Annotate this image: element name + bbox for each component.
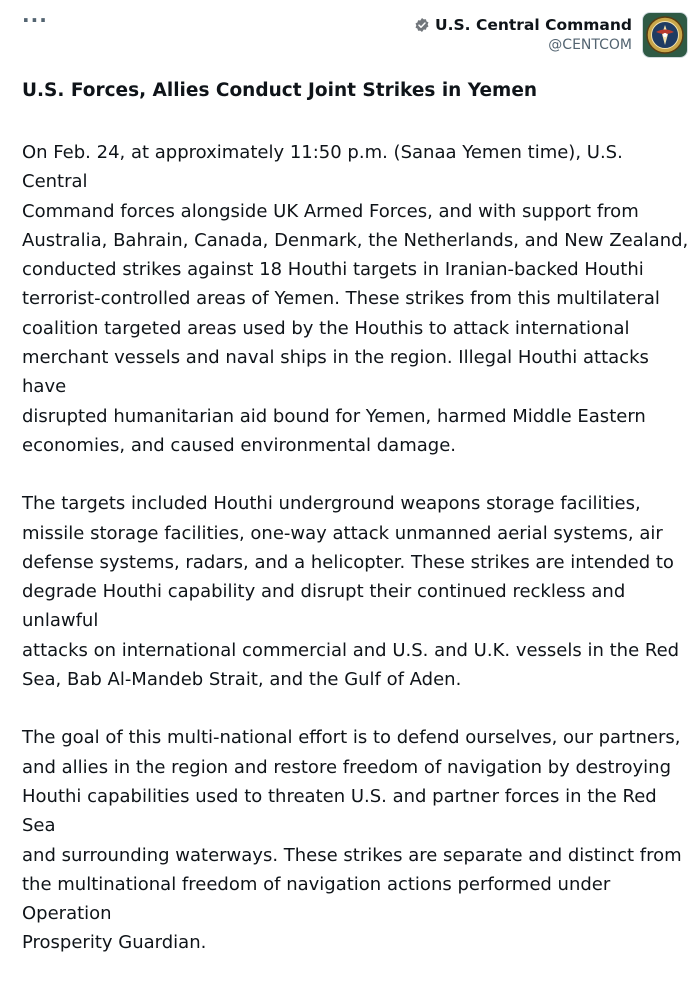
- post-paragraph: The goal of this multi-national effort is to defend ourselves, our partners, and allies in the region and restore freedom of navigation by destroying Houthi capabilities used to threaten U.S. and partner forces in the Red Sea and surrounding waterways. These strikes are separate and distinct from the multinational freedom of navigation actions performed under Operation Prosperity Guardian.: [22, 727, 682, 954]
- post-body: [22, 138, 692, 987]
- post-author: [414, 12, 688, 58]
- post-title: U.S. Forces, Allies Conduct Joint Strikes in Yemen: [22, 80, 538, 101]
- centcom-seal-icon: [645, 15, 685, 55]
- avatar[interactable]: [642, 12, 688, 58]
- author-name-row: [414, 16, 632, 34]
- more-options-icon[interactable]: ···: [22, 8, 48, 32]
- author-handle[interactable]: @CENTCOM: [548, 37, 632, 53]
- author-name-block: [414, 16, 632, 53]
- author-display-name[interactable]: U.S. Central Command: [435, 16, 632, 34]
- post-paragraph: The targets included Houthi underground weapons storage facilities, missile storage facilities, one-way attack unmanned aerial systems, air defense systems, radars, and a helicopter. These strikes are intended to degrade Houthi capability and disrupt their continued reckless and unlawful attacks on international commercial and U.S. and U.K. vessels in the Red Sea, Bab Al-Mandeb Strait, and the Gulf of Aden.: [22, 493, 680, 691]
- verified-badge-icon: [414, 17, 430, 33]
- post-paragraph: On Feb. 24, at approximately 11:50 p.m. (Sanaa Yemen time), U.S. Central Command forces alongside UK Armed Forces, and with support from Australia, Bahrain, Canada, Denmark, the Netherlands, and New Zealand, conducted strikes against 18 Houthi targets in Iranian-backed Houthi terrorist-controlled areas of Yemen. These strikes from this multilateral coalition targeted areas used by the Houthis to attack international merchant vessels and naval ships in the region. Illegal Houthi attacks have disrupted humanitarian aid bound for Yemen, harmed Middle Eastern economies, and caused environmental damage.: [22, 142, 689, 456]
